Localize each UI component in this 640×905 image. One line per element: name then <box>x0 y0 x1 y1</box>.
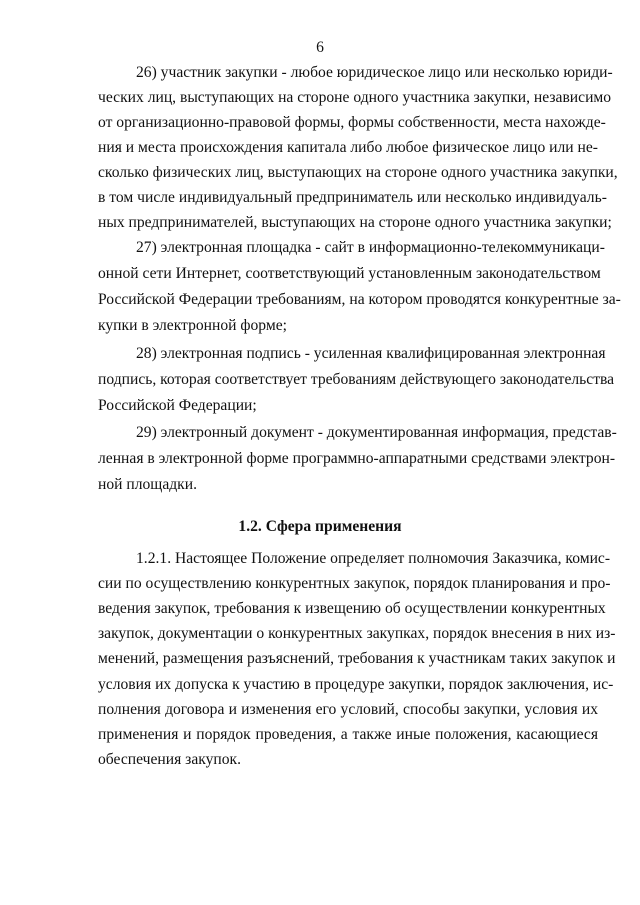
text-line: ния и места происхождения капитала либо любое физическое лицо или не- <box>98 139 598 156</box>
text-line: Российской Федерации требованиям, на котором проводятся конкурентные за- <box>98 291 621 308</box>
text-line: купки в электронной форме; <box>98 317 287 334</box>
text-line: онной сети Интернет, соответствующий установленным законодательством <box>98 265 601 282</box>
text-line: Российской Федерации; <box>98 397 257 414</box>
text-line: 26) участник закупки - любое юридическое лицо или несколько юриди- <box>136 64 613 81</box>
text-line: сии по осуществлению конкурентных закупок, порядок планирования и про- <box>98 575 611 592</box>
text-line: применения и порядок проведения, а также иные положения, касающиеся <box>98 726 598 743</box>
page-number: 6 <box>316 39 324 56</box>
text-line: менений, размещения разъяснений, требования к участникам таких закупок и <box>98 650 616 667</box>
text-line: ведения закупок, требования к извещению об осуществлении конкурентных <box>98 600 606 617</box>
text-line: полнения договора и изменения его условий, способы закупки, условия их <box>98 701 598 718</box>
text-line: ленная в электронной форме программно-аппаратными средствами электрон- <box>98 450 616 467</box>
text-line: обеспечения закупок. <box>98 751 242 768</box>
text-line: 28) электронная подпись - усиленная квалифицированная электронная <box>136 345 606 362</box>
text-line: ческих лиц, выступающих на стороне одного участника закупки, независимо <box>98 89 612 106</box>
text-line: ных предпринимателей, выступающих на стороне одного участника закупки; <box>98 214 612 231</box>
text-line: условия их допуска к участию в процедуре закупки, порядок заключения, ис- <box>98 676 614 693</box>
text-line: 29) электронный документ - документированная информация, представ- <box>136 424 617 441</box>
text-line: в том числе индивидуальный предприниматель или несколько индивидуаль- <box>98 189 607 206</box>
text-line: закупок, документации о конкурентных закупках, порядок внесения в них из- <box>98 625 616 642</box>
section-heading: 1.2. Сфера применения <box>238 518 402 535</box>
text-line: подпись, которая соответствует требованиям действующего законодательства <box>98 371 615 388</box>
text-line: 27) электронная площадка - сайт в информационно-телекоммуникаци- <box>136 239 605 256</box>
text-line: сколько физических лиц, выступающих на стороне одного участника закупки, <box>98 164 618 181</box>
text-line: от организационно-правовой формы, формы собственности, места нахожде- <box>98 114 606 131</box>
text-line: 1.2.1. Настоящее Положение определяет полномочия Заказчика, комис- <box>136 550 611 567</box>
text-line: ной площадки. <box>98 476 197 493</box>
